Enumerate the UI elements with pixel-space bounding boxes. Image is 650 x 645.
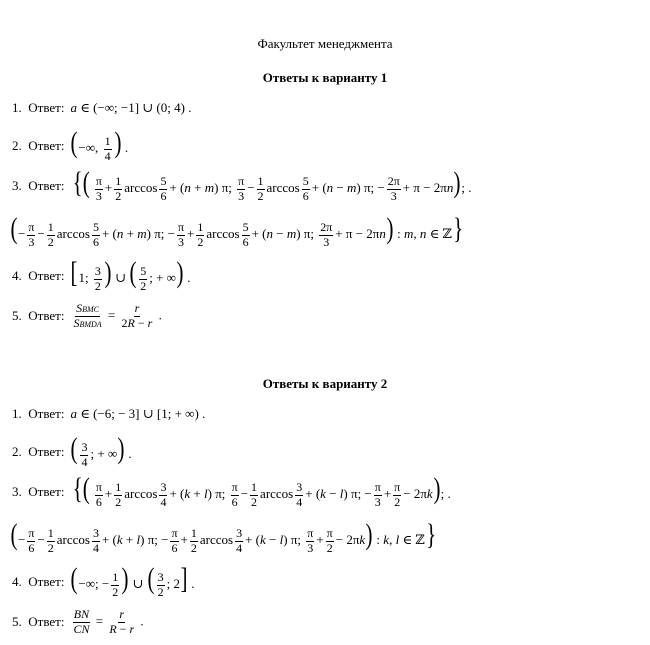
v1-answer-4: 4. Ответ: [1; $\frac{3}{2}$ ) ∪ ( $\frac{5}{2}$ ; + ∞) .	[12, 256, 191, 293]
v2-answer-2-math: ( $\frac{3}{4}$ ; + ∞) .	[70, 432, 132, 469]
v2-answer-5: 5. Ответ: $\frac{BN}{CN}$ = $\frac{r}{R - r}$ .	[12, 607, 144, 636]
v2-answer-4: 4. Ответ: (−∞; − $\frac{1}{2}$ ) ∪ ( $\frac{3}{2}$ ; 2] .	[12, 562, 195, 599]
v2-answer-1: 1. Ответ: a ∈ (−6; − 3] ∪ [1; + ∞) .	[12, 406, 206, 421]
v1-answer-5-math: $\frac{\text{SBMC}}{\text{SBMDA}}$ = $\frac{r}{2R - r}$ .	[73, 301, 162, 330]
v1-answer-1: 1. Ответ: a ∈ (−∞; −1] ∪ (0; 4) .	[12, 100, 192, 115]
faculty-title: Факультет менеджмента	[257, 36, 393, 51]
variant-1-heading: Ответы к варианту 1	[262, 70, 388, 85]
v2-answer-2: 2. Ответ: ( $\frac{3}{4}$ ; + ∞) .	[12, 432, 132, 469]
v1-answer-1-math: a ∈ (−∞; −1] ∪ (0; 4) .	[70, 100, 192, 115]
v2-answer-3-cont	[10, 520, 437, 555]
v2-answer-4-math: (−∞; − $\frac{1}{2}$ ) ∪ ( $\frac{3}{2}$ ; 2] .	[70, 562, 195, 599]
v1-answer-4-math: [1; $\frac{3}{2}$ ) ∪ ( $\frac{5}{2}$ ; + ∞) .	[70, 256, 191, 293]
v1-answer-2: 2. Ответ: (−∞, $\frac{1}{4}$ ) .	[12, 126, 129, 163]
v1-answer-3-cont	[10, 214, 464, 249]
v2-answer-5-math: $\frac{BN}{CN}$ = $\frac{r}{R - r}$ .	[73, 607, 144, 636]
v1-answer-3-math-cont: (− $\frac{\pi}{3}$ − $\frac{1}{2}$ arccos $\frac{5}{6}$ + (n + m) π; − $\frac{\pi}{3}$ + $\frac{1}{2}$ arccos $\frac{5}{6}$ + (n − m) π; $\frac{2\pi}{3}$ + π − 2πn) : m, n ∈ ℤ}	[10, 212, 464, 249]
v2-answer-3-math: {( $\frac{\pi}{6}$ + $\frac{1}{2}$ arccos $\frac{3}{4}$ + (k + l) π; $\frac{\pi}{6}$ − $\frac{1}{2}$ arccos $\frac{3}{4}$ + (k − l) π; − $\frac{\pi}{3}$ + $\frac{\pi}{2}$ − 2πk); .	[73, 472, 451, 509]
v2-answer-1-math: a ∈ (−6; − 3] ∪ [1; + ∞) .	[70, 406, 206, 421]
v1-answer-3: 3. Ответ: {( $\frac{\pi}{3}$ + $\frac{1}{2}$ arccos $\frac{5}{6}$ + (n + m) π; $\frac{\pi}{3}$ − $\frac{1}{2}$ arccos $\frac{5}{6}$ + (n − m) π; − $\frac{2\pi}{3}$ + π − 2πn); .	[12, 166, 472, 203]
v1-answer-2-math: (−∞, $\frac{1}{4}$ ) .	[70, 126, 129, 163]
v2-answer-3: 3. Ответ: {( $\frac{\pi}{6}$ + $\frac{1}{2}$ arccos $\frac{3}{4}$ + (k + l) π; $\frac{\pi}{6}$ − $\frac{1}{2}$ arccos $\frac{3}{4}$ + (k − l) π; − $\frac{\pi}{3}$ + $\frac{\pi}{2}$ − 2πk); .	[12, 472, 451, 509]
v1-answer-3-math: {( $\frac{\pi}{3}$ + $\frac{1}{2}$ arccos $\frac{5}{6}$ + (n + m) π; $\frac{\pi}{3}$ − $\frac{1}{2}$ arccos $\frac{5}{6}$ + (n − m) π; − $\frac{2\pi}{3}$ + π − 2πn); .	[73, 166, 472, 203]
v2-answer-3-math-cont: (− $\frac{\pi}{6}$ − $\frac{1}{2}$ arccos $\frac{3}{4}$ + (k + l) π; − $\frac{\pi}{6}$ + $\frac{1}{2}$ arccos $\frac{3}{4}$ + (k − l) π; $\frac{\pi}{3}$ + $\frac{\pi}{2}$ − 2πk) : k, l ∈ ℤ}	[10, 518, 437, 555]
variant-2-heading: Ответы к варианту 2	[262, 376, 388, 391]
v1-answer-5: 5. Ответ: $\frac{\text{SBMC}}{\text{SBMDA}}$ = $\frac{r}{2R - r}$ .	[12, 301, 162, 330]
